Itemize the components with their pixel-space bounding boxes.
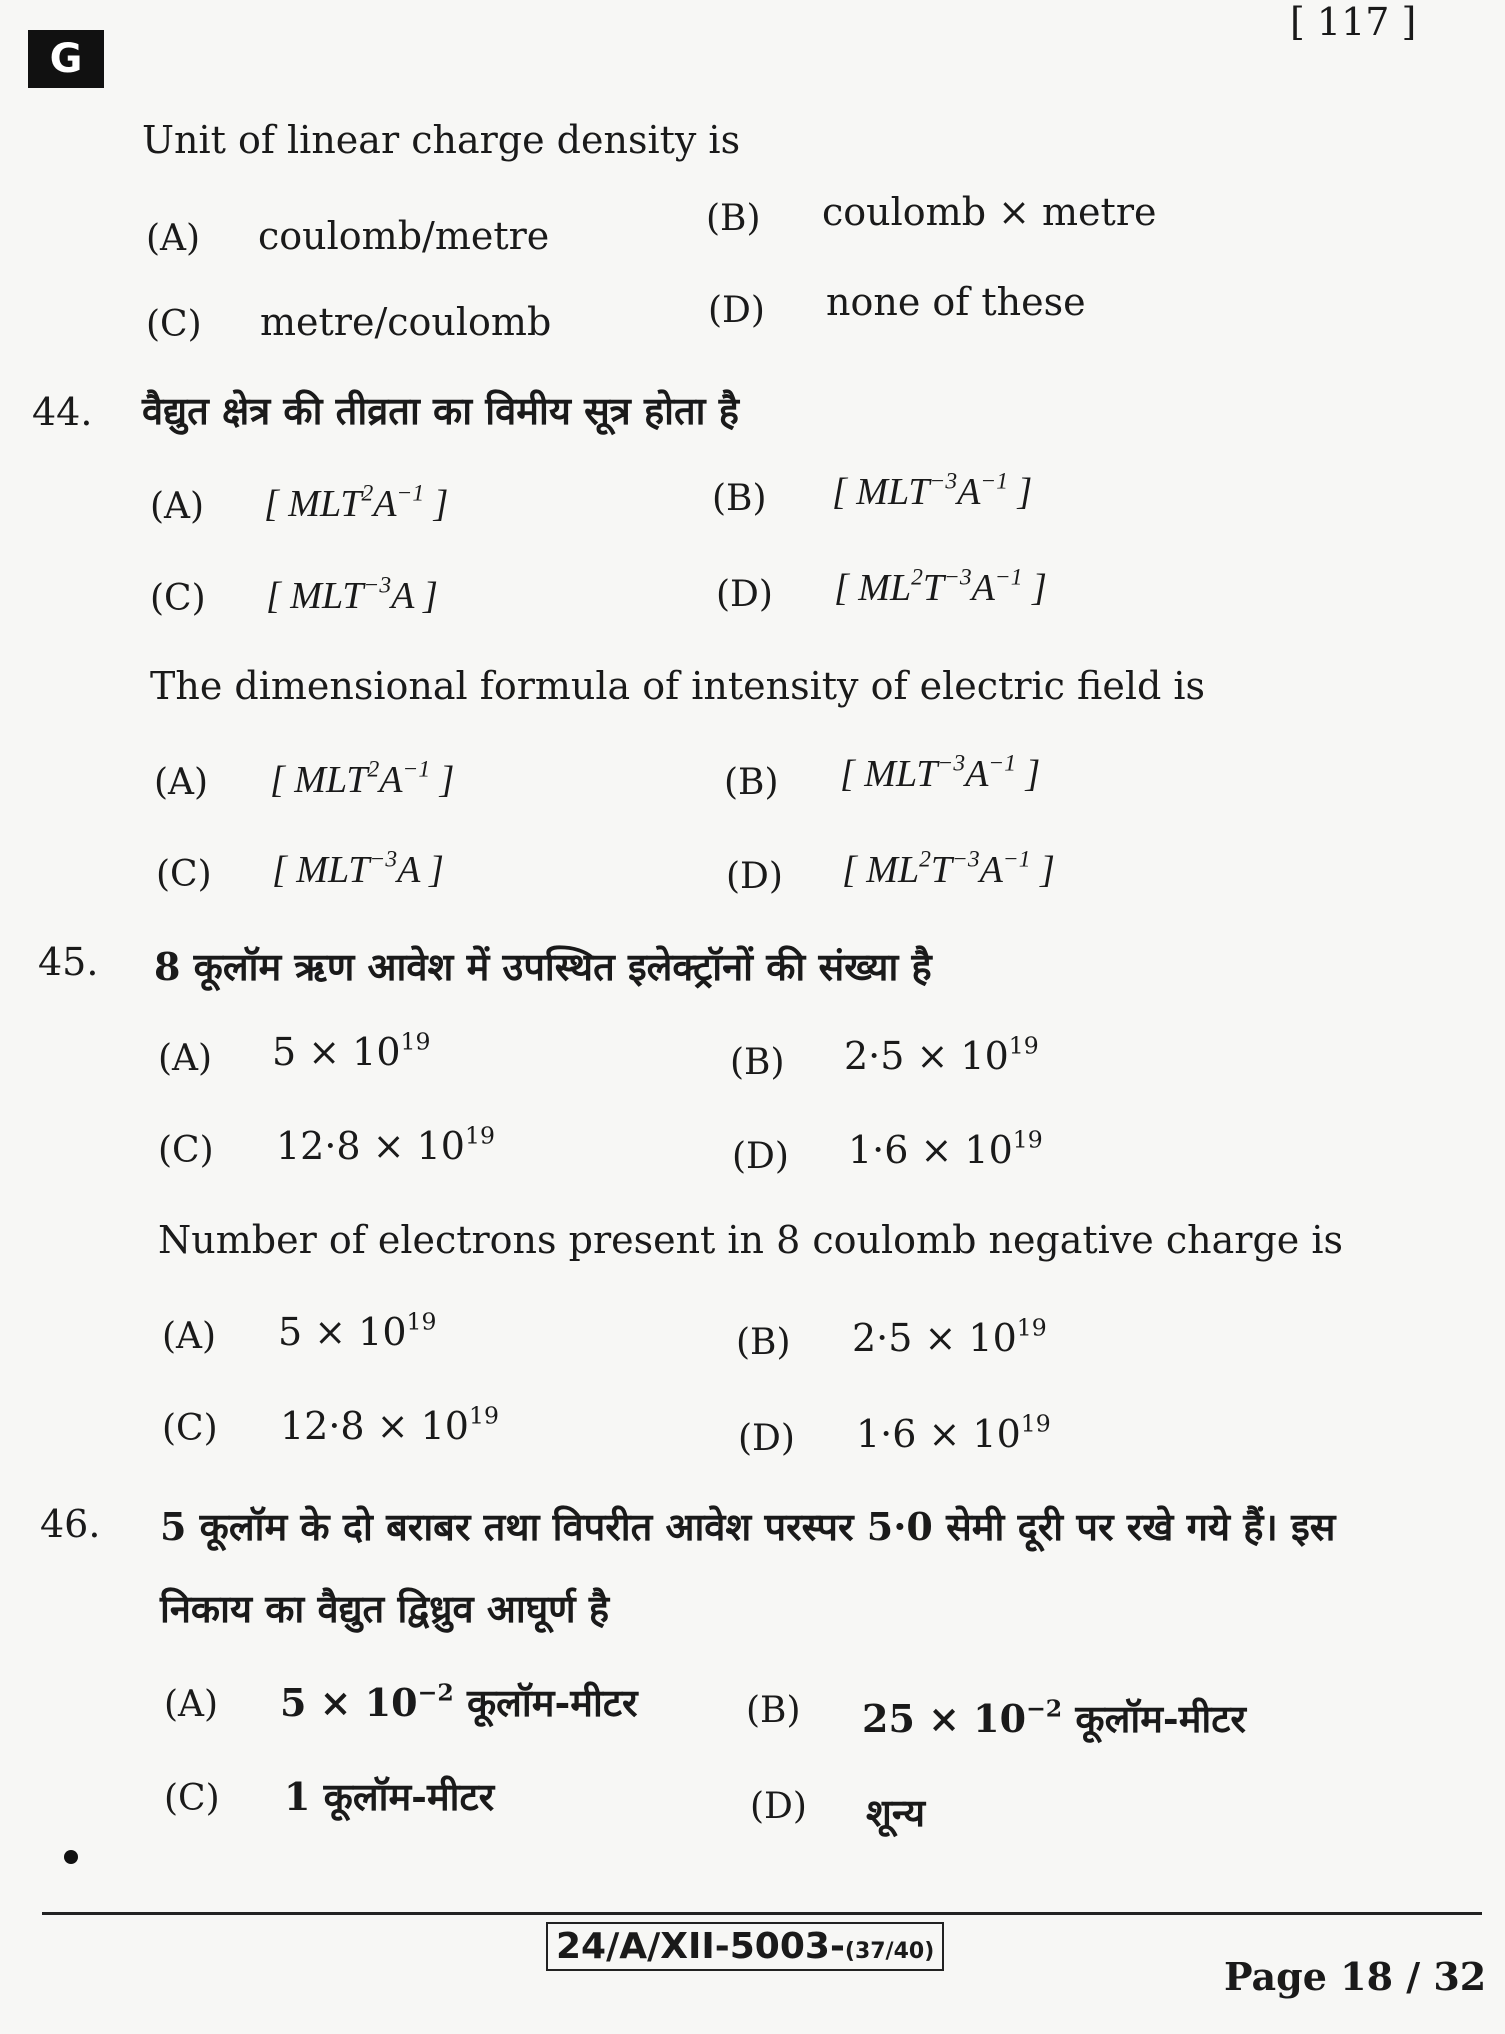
q44-question-en: The dimensional formula of intensity of electric field is bbox=[150, 664, 1206, 708]
q46-question-line2: निकाय का वैद्युत द्विध्रुव आघूर्ण है bbox=[160, 1586, 610, 1631]
q46-option-a-label: (A) bbox=[164, 1684, 219, 1725]
q44-en-option-b-label: (B) bbox=[724, 762, 779, 803]
q46-option-b-label: (B) bbox=[746, 1690, 801, 1731]
q43-option-d: none of these bbox=[826, 280, 1086, 324]
q44-hi-option-c: [ $MLT^{-3}A$ ] bbox=[266, 572, 438, 617]
q45-en-option-c: $12\cdot 8 \times 10^{19}$ bbox=[280, 1401, 499, 1448]
q45-en-option-b-label: (B) bbox=[736, 1322, 791, 1363]
q43-option-b-label: (B) bbox=[706, 198, 761, 239]
q44-question-hi: वैद्युत क्षेत्र की तीव्रता का विमीय सूत्र होता है bbox=[142, 388, 739, 433]
q45-en-option-a: $5 \times 10^{19}$ bbox=[278, 1307, 437, 1354]
q46-option-c: 1 कूलॉम-मीटर bbox=[284, 1774, 495, 1819]
q46-option-d: शून्य bbox=[866, 1790, 926, 1835]
q45-hi-option-d-label: (D) bbox=[732, 1136, 789, 1177]
q45-number: 45. bbox=[38, 940, 99, 984]
q44-hi-option-a: [ $MLT^2A^{-1}$ ] bbox=[264, 480, 449, 525]
footer-rule bbox=[42, 1912, 1482, 1915]
q45-hi-option-b: $2\cdot 5 \times 10^{19}$ bbox=[844, 1031, 1039, 1078]
q44-hi-option-a-label: (A) bbox=[150, 486, 205, 527]
q44-en-option-d-label: (D) bbox=[726, 856, 783, 897]
q45-hi-option-c: $12\cdot 8 \times 10^{19}$ bbox=[276, 1121, 495, 1168]
q43-option-d-label: (D) bbox=[708, 290, 765, 331]
q44-en-option-b: [ $MLT^{-3}A^{-1}$ ] bbox=[840, 750, 1041, 795]
q46-option-a: $5 \times 10^{-2}$ कूलॉम-मीटर bbox=[280, 1678, 638, 1725]
q43-option-b: coulomb × metre bbox=[822, 190, 1157, 234]
q44-hi-option-c-label: (C) bbox=[150, 578, 206, 619]
q45-en-option-a-label: (A) bbox=[162, 1316, 217, 1357]
set-badge: G bbox=[28, 30, 104, 88]
q43-option-a: coulomb/metre bbox=[258, 214, 550, 258]
q44-en-option-c: [ $MLT^{-3}A$ ] bbox=[272, 846, 444, 891]
q46-option-c-label: (C) bbox=[164, 1778, 220, 1819]
q44-en-option-a-label: (A) bbox=[154, 762, 209, 803]
q43-question-en: Unit of linear charge density is bbox=[142, 118, 741, 162]
q46-question-line1: 5 कूलॉम के दो बराबर तथा विपरीत आवेश परस्पर 5·0 सेमी दूरी पर रखे गये हैं। इस bbox=[160, 1504, 1336, 1549]
q44-hi-option-b-label: (B) bbox=[712, 478, 767, 519]
q44-en-option-d: [ $ML^2T^{-3}A^{-1}$ ] bbox=[842, 846, 1055, 891]
q44-hi-option-d-label: (D) bbox=[716, 574, 773, 615]
q45-en-option-d-label: (D) bbox=[738, 1418, 795, 1459]
q46-option-b: $25 \times 10^{-2}$ कूलॉम-मीटर bbox=[862, 1694, 1246, 1741]
paper-code: 24/A/XII-5003-(37/40) bbox=[546, 1922, 944, 1971]
q45-en-option-d: $1\cdot 6 \times 10^{19}$ bbox=[856, 1409, 1051, 1456]
q43-option-a-label: (A) bbox=[146, 218, 201, 259]
q46-option-d-label: (D) bbox=[750, 1786, 807, 1827]
bullet-dot bbox=[64, 1850, 78, 1864]
q45-en-option-b: $2\cdot 5 \times 10^{19}$ bbox=[852, 1313, 1047, 1360]
q43-option-c-label: (C) bbox=[146, 304, 202, 345]
page-number: Page 18 / 32 bbox=[1224, 1954, 1487, 1999]
q46-number: 46. bbox=[40, 1502, 101, 1546]
q45-hi-option-d: $1\cdot 6 \times 10^{19}$ bbox=[848, 1125, 1043, 1172]
q43-option-c: metre/coulomb bbox=[260, 300, 552, 344]
page-mark: [ 117 ] bbox=[1290, 0, 1417, 44]
q44-en-option-c-label: (C) bbox=[156, 854, 212, 895]
q45-hi-option-b-label: (B) bbox=[730, 1042, 785, 1083]
q45-en-option-c-label: (C) bbox=[162, 1408, 218, 1449]
q45-question-hi: 8 कूलॉम ऋण आवेश में उपस्थित इलेक्ट्रॉनों की संख्या है bbox=[154, 944, 932, 989]
q44-hi-option-b: [ $MLT^{-3}A^{-1}$ ] bbox=[832, 468, 1033, 513]
q44-hi-option-d: [ $ML^2T^{-3}A^{-1}$ ] bbox=[834, 564, 1047, 609]
q45-hi-option-c-label: (C) bbox=[158, 1130, 214, 1171]
q45-question-en: Number of electrons present in 8 coulomb negative charge is bbox=[158, 1218, 1343, 1262]
q45-hi-option-a: $5 \times 10^{19}$ bbox=[272, 1027, 431, 1074]
q45-hi-option-a-label: (A) bbox=[158, 1038, 213, 1079]
q44-number: 44. bbox=[32, 390, 93, 434]
q44-en-option-a: [ $MLT^2A^{-1}$ ] bbox=[270, 756, 455, 801]
